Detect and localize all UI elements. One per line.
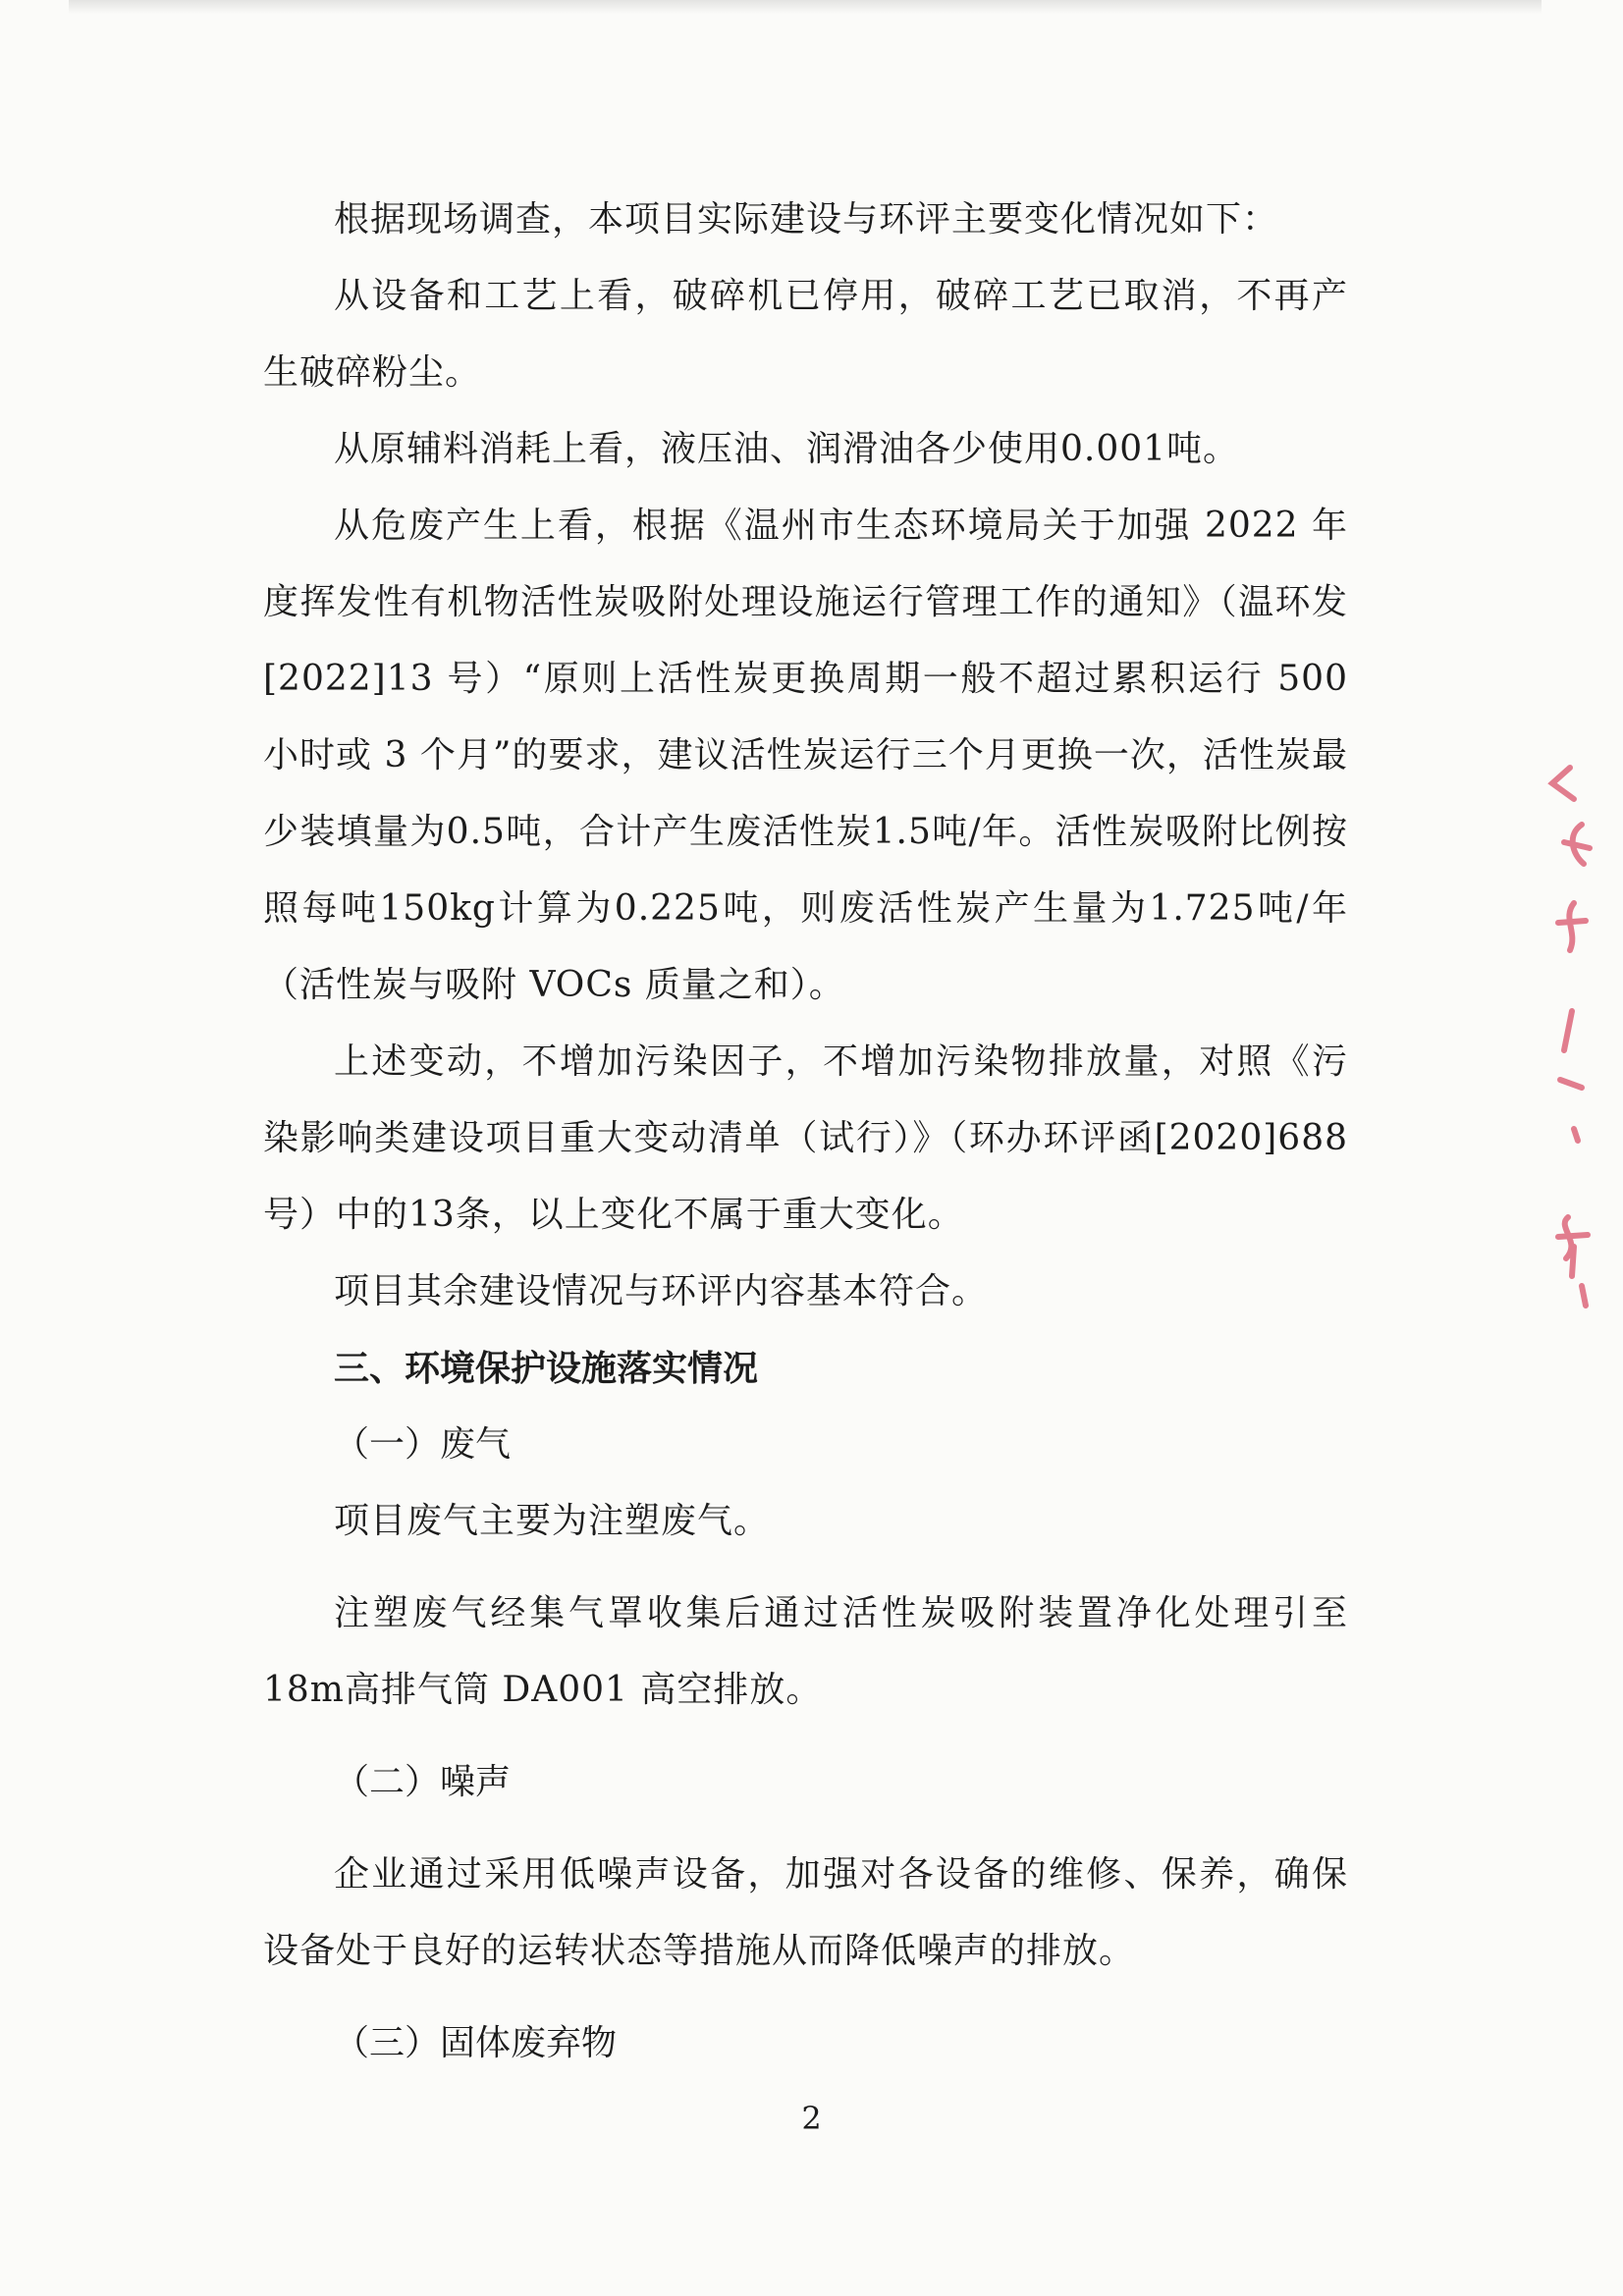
subsection-heading-noise: （二）噪声 <box>334 1762 512 1802</box>
subsection-heading-exhaust: （一）废气 <box>334 1424 512 1465</box>
paragraph-conformity: 项目其余建设情况与环评内容基本符合。 <box>334 1271 989 1311</box>
section-title: 三、环境保护设施落实情况 <box>334 1348 759 1389</box>
paragraph-change-assessment: 上述变动，不增加污染因子，不增加污染物排放量，对照《污染影响类建设项目重大变动清单（试行）》（环办环评函[2020]688 号）中的13条，以上变化不属于重大变化。 <box>263 1041 1348 1235</box>
red-seal-stamp-edge <box>1513 756 1601 1394</box>
paragraph-exhaust-treatment: 注塑废气经集气罩收集后通过活性炭吸附装置净化处理引至18m高排气筒 DA001 高空排放。 <box>263 1593 1348 1710</box>
scan-edge-shadow <box>69 0 1542 14</box>
paragraph-hazardous-waste: 从危废产生上看，根据《温州市生态环境局关于加强 2022 年度挥发性有机物活性炭吸附处理设施运行管理工作的通知》（温环发[2022]13 号）“原则上活性炭更换周期一般不超过累积运行 500 小时或 3 个月”的要求，建议活性炭运行三个月更换一次，活性炭最少装填量为0.5吨，合计产生废活性炭1.5吨/年。活性炭吸附比例按照每吨150kg计算为0.225吨，则废活性炭产生量为1.725吨/年（活性炭与吸附 VOCs 质量之和）。 <box>263 506 1348 1005</box>
paragraph-exhaust-source: 项目废气主要为注塑废气。 <box>334 1501 771 1541</box>
document-body <box>263 182 1348 2082</box>
paragraph-materials-change: 从原辅料消耗上看，液压油、润滑油各少使用0.001吨。 <box>334 429 1240 469</box>
paragraph-survey-intro: 根据现场调查，本项目实际建设与环评主要变化情况如下： <box>334 199 1279 240</box>
paragraph-equipment-change: 从设备和工艺上看，破碎机已停用，破碎工艺已取消，不再产生破碎粉尘。 <box>263 276 1348 393</box>
page-number: 2 <box>801 2100 822 2137</box>
paragraph-noise-measures: 企业通过采用低噪声设备，加强对各设备的维修、保养，确保设备处于良好的运转状态等措施从而降低噪声的排放。 <box>263 1854 1348 1971</box>
subsection-heading-solid-waste: （三）固体废弃物 <box>334 2023 618 2063</box>
